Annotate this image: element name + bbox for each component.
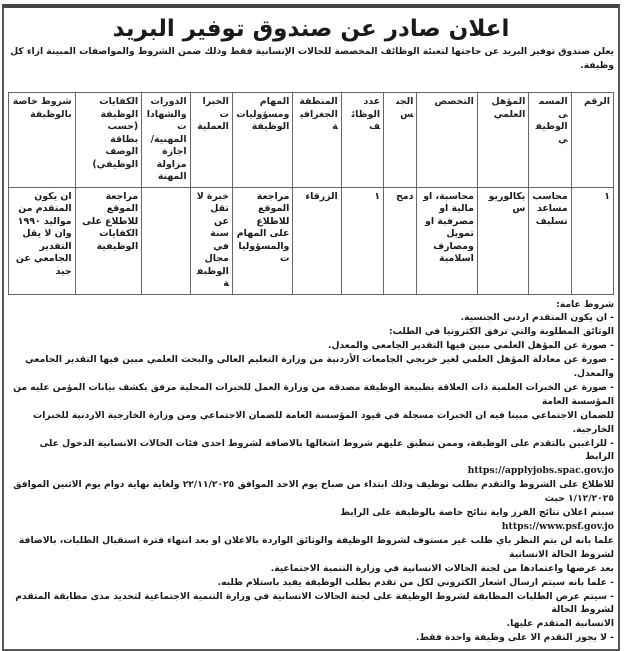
text-line: الوثائق المطلوبة والتي ترفق الكترونيا في الطلب: bbox=[388, 326, 614, 338]
table-cell: محاسب مساعد تسليف bbox=[529, 187, 571, 294]
announcement-intro: يعلن صندوق توفير البريد عن حاجتها لتعبئة الوظائف المخصصة للحالات الإنسانية فقط وذلك ضمن الشروط والمواصفات المبينة ازاء كل وظيفة. bbox=[10, 46, 614, 71]
table-cell: مراجعة الموقع للاطلاع على الكفايات الوظيفية bbox=[75, 187, 142, 294]
table-cell: ١ bbox=[571, 187, 613, 294]
text-line: للاطلاع على الشروط والتقدم بطلب توظيف وذلك ابتداء من صباح يوم الاحد الموافق ٢٢/١١/٢٠٢٥ ولغاية نهاية دوام يوم الاثنين الموافق ١/١٢/٢٠٢٥ حيث bbox=[13, 479, 614, 505]
jobs-table bbox=[8, 92, 614, 295]
column-header: الجنس bbox=[384, 93, 417, 188]
column-header: شروط خاصة بالوظيفة bbox=[9, 93, 76, 188]
text-line: - ان يكون المتقدم اردني الجنسية. bbox=[460, 312, 614, 324]
link[interactable]: https://applyjobs.spac.gov.jo bbox=[467, 465, 614, 477]
text-line: - للراغبين بالتقدم على الوظيفة، وممن تنطبق عليهم شروط اشغالها بالاضافة لشروط احدى فئات الحالات الانسانية الدخول على الرابط bbox=[39, 437, 614, 463]
table-cell: الزرقاء bbox=[293, 187, 341, 294]
text-line: - صورة عن معادلة المؤهل العلمي لغير خريجي الجامعات الأردنية من وزارة التعليم العالي والبحث العلمي مبين فيها التقدير الجامعي والمعدل. bbox=[25, 354, 614, 380]
text-line: - سيتم عرض الطلبات المطابقة لشروط الوظيفة على لجنة الحالات الانسانية في وزارة التنمية الاجتماعية لتحديد مدى مطابقة المتقدم لشروط الحالة bbox=[15, 590, 614, 616]
text-line: الانسانية المتقدم عليها. bbox=[506, 618, 614, 630]
general-conditions bbox=[8, 298, 614, 646]
text-line: - صورة عن الخبرات العلمية ذات العلاقة بطبيعة الوظيفة مصدقة من وزارة العمل للخبرات المحلية مرفق بكشف بيانات المؤمن عليه من المؤسسة العامة bbox=[13, 381, 614, 407]
job-announcement bbox=[2, 4, 620, 651]
column-header: التخصص bbox=[417, 93, 478, 188]
table-row bbox=[9, 187, 614, 294]
table-cell: ان يكون المتقدم من مواليد ١٩٩٠ وان لا يقل التقدير الجامعي عن جيد bbox=[9, 187, 76, 294]
table-cell: دمج bbox=[384, 187, 417, 294]
column-header: الرقم bbox=[571, 93, 613, 188]
column-header: الدورات والشهادات المهنية/ اجازة مزاولة المهنة bbox=[142, 93, 190, 188]
table-cell: مراجعة الموقع للاطلاع على المهام والمسؤوليات bbox=[232, 187, 293, 294]
table-cell: ١ bbox=[341, 187, 383, 294]
column-header: المهام ومسؤوليات الوظيفة bbox=[232, 93, 293, 188]
column-header: المنطقة الجغرافية bbox=[293, 93, 341, 188]
table-cell: بكالوريوس bbox=[477, 187, 528, 294]
column-header: المسمى الوظيفي bbox=[529, 93, 571, 188]
table-cell: محاسبة، او مالية او مصرفية او تمويل ومصارف اسلامية bbox=[417, 187, 478, 294]
column-header: عدد الوظائف bbox=[341, 93, 383, 188]
text-line: بعد عرضها واعتمادها من لجنة الحالات الانسانية في وزارة التنمية الاجتماعية. bbox=[270, 562, 614, 574]
column-header: الكفايات الوظيفة (حسب بطاقة الوصف الوظيفي) bbox=[75, 93, 142, 188]
text-line: سيتم اعلان نتائج الفرز واية نتائج خاصة بالوظيفة على الرابط bbox=[340, 507, 614, 519]
announcement-title: اعلان صادر عن صندوق توفير البريد bbox=[112, 16, 510, 42]
text-line: - لا يجوز التقدم الا على وظيفة واحدة فقط. bbox=[415, 632, 614, 644]
column-header: المؤهل العلمي bbox=[477, 93, 528, 188]
text-line: علما بانه لن يتم النظر باي طلب غير مستوف لشروط الوظيفة والوثائق الواردة بالاعلان او بعد انتهاء فترة استقبال الطلبات، بالاضافة لشروط الحالة الانسانية bbox=[18, 534, 614, 560]
table-cell bbox=[142, 187, 190, 294]
text-line: شروط عامة: bbox=[556, 298, 614, 310]
text-line: - علما بانه سيتم ارسال اشعار الكتروني لكل من تقدم بطلب الوظيفة يفيد باستلام طلبه. bbox=[217, 576, 614, 588]
column-header: الخبرات العملية bbox=[190, 93, 232, 188]
table-cell: خبرة لا تقل عن سنة في مجال الوظيفة bbox=[190, 187, 232, 294]
text-line: للضمان الاجتماعي مبينا فيه ان الخبرات مسجلة في قيود المؤسسة العامة للضمان الاجتماعي ومن وزارة الخارجية الاردنية للخبرات الخارجية. bbox=[32, 409, 614, 435]
link[interactable]: https://www.psf.gov.jo bbox=[501, 521, 614, 532]
text-line: - صورة عن المؤهل العلمي مبين فيها التقدير الجامعي والمعدل. bbox=[327, 340, 614, 352]
table-header-row bbox=[9, 93, 614, 188]
